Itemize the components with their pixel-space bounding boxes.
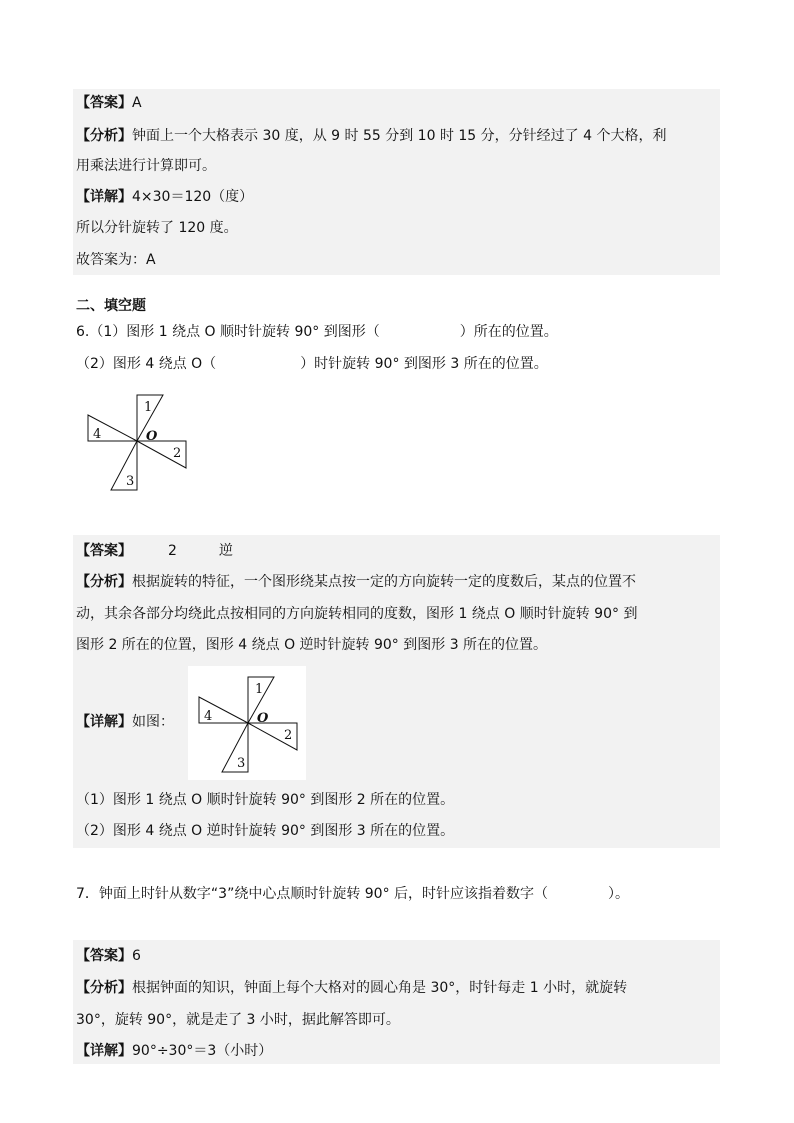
center-label: O	[146, 429, 158, 444]
q5-detail-line-3: 故答案为：A	[76, 252, 156, 268]
q5-detail-line-1	[76, 188, 253, 206]
q6-question-text-2a: （2）图形 4 绕点 O（	[76, 356, 217, 372]
q6-answer-line	[76, 542, 233, 560]
analysis-tag: 【分析】	[76, 574, 132, 590]
rotation-figure	[80, 388, 198, 494]
q6-question-line-1	[76, 323, 558, 341]
q5-answer-line	[76, 94, 142, 112]
q6-detail-line-2: （2）图形 4 绕点 O 逆时针旋转 90° 到图形 3 所在的位置。	[76, 823, 455, 839]
triangle-3-label: 3	[126, 474, 135, 489]
q7-detail-text-1: 90°÷30°＝3（小时）	[132, 1043, 273, 1059]
q6-answer-1: 2	[168, 543, 177, 559]
q6-question-text-2b: ）时针旋转 90° 到图形 3 所在的位置。	[300, 356, 548, 372]
q6-detail-intro: 如图：	[132, 714, 174, 730]
q6-analysis-line-2: 动，其余各部分均绕此点按相同的方向旋转相同的度数，图形 1 绕点 O 顺时针旋转 90° 到	[76, 606, 638, 622]
q7-question-text-b: ）。	[608, 886, 630, 902]
q7-answer: 6	[132, 948, 141, 964]
q6-analysis-text-1: 根据旋转的特征，一个图形绕某点按一定的方向旋转一定的度数后，某点的位置不	[132, 574, 636, 590]
triangle-3-label: 3	[237, 756, 246, 771]
q5-analysis-text-1: 钟面上一个大格表示 30 度，从 9 时 55 分到 10 时 15 分，分针经过了 4 个大格，利	[132, 128, 667, 144]
q7-analysis-line-1	[76, 979, 627, 997]
q6-detail-line-1: （1）图形 1 绕点 O 顺时针旋转 90° 到图形 2 所在的位置。	[76, 792, 455, 808]
detail-tag: 【详解】	[76, 189, 132, 205]
q6-answer-2: 逆	[218, 543, 233, 559]
center-label: O	[257, 711, 269, 726]
answer-tag: 【答案】	[76, 95, 132, 111]
q6-question-text-1b: ）所在的位置。	[459, 324, 558, 340]
triangle-2-label: 2	[173, 446, 182, 461]
q7-detail-line-1	[76, 1042, 272, 1060]
triangle-2-label: 2	[284, 728, 293, 743]
analysis-tag: 【分析】	[76, 980, 132, 996]
triangle-1-label: 1	[255, 682, 264, 697]
q7-analysis-line-2: 30°，旋转 90°，就是走了 3 小时，据此解答即可。	[76, 1012, 400, 1028]
q7-analysis-text-1: 根据钟面的知识，钟面上每个大格对的圆心角是 30°，时针每走 1 小时，就旋转	[132, 980, 628, 996]
detail-tag: 【详解】	[76, 714, 132, 730]
section-title: 二、填空题	[76, 298, 146, 314]
answer-tag: 【答案】	[76, 948, 132, 964]
q5-answer: A	[132, 95, 142, 111]
q5-detail-text-1: 4×30＝120（度）	[132, 189, 254, 205]
q6-question-text-1a: 6.（1）图形 1 绕点 O 顺时针旋转 90° 到图形（	[76, 324, 380, 340]
triangle-4-label: 4	[93, 427, 102, 442]
q5-detail-line-2: 所以分针旋转了 120 度。	[76, 220, 238, 236]
q6-detail-line-intro	[76, 713, 174, 731]
detail-rotation-figure	[188, 670, 306, 776]
answer-tag: 【答案】	[76, 543, 132, 559]
q5-analysis-line-2: 用乘法进行计算即可。	[76, 158, 216, 174]
analysis-tag: 【分析】	[76, 128, 132, 144]
q5-answer-box	[73, 89, 720, 275]
triangle-1-label: 1	[144, 400, 153, 415]
detail-tag: 【详解】	[76, 1043, 132, 1059]
q7-question-line	[76, 885, 629, 903]
q6-analysis-line-3: 图形 2 所在的位置，图形 4 绕点 O 逆时针旋转 90° 到图形 3 所在的位置。	[76, 637, 548, 653]
q6-question-line-2	[76, 355, 548, 373]
q6-analysis-line-1	[76, 573, 636, 591]
q7-question-text-a: 7．钟面上时针从数字“3”绕中心点顺时针旋转 90° 后，时针应该指着数字（	[76, 886, 549, 902]
q7-answer-line	[76, 947, 141, 965]
q5-analysis-line-1	[76, 127, 666, 145]
triangle-4-label: 4	[204, 709, 213, 724]
